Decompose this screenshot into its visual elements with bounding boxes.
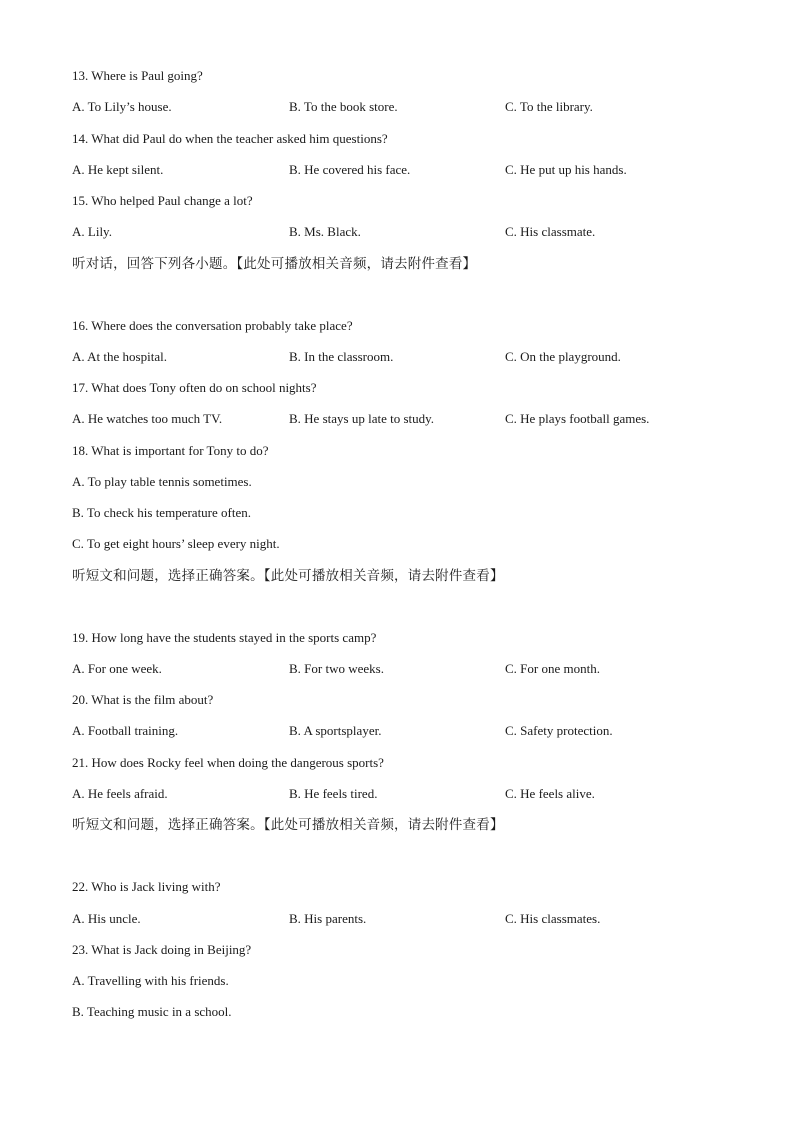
option-b: B. His parents. [289, 911, 367, 926]
option-c: C. He put up his hands. [505, 162, 627, 177]
option-a: A. He feels afraid. [72, 786, 168, 801]
question-17-stem: 17. What does Tony often do on school nights? [72, 380, 317, 395]
question-23-stem: 23. What is Jack doing in Beijing? [72, 942, 252, 957]
option-a: A. Lily. [72, 224, 112, 239]
question-14-options [72, 162, 752, 178]
option-c: C. For one month. [505, 661, 600, 676]
question-13-stem: 13. Where is Paul going? [72, 68, 203, 83]
option-c: C. To the library. [505, 99, 593, 114]
option-a: A. Travelling with his friends. [72, 973, 229, 988]
question-16-stem: 16. Where does the conversation probably take place? [72, 318, 353, 333]
question-15-options [72, 224, 752, 240]
question-22-options [72, 911, 752, 927]
question-22-stem: 22. Who is Jack living with? [72, 879, 221, 894]
option-a: A. To Lily’s house. [72, 99, 172, 114]
question-15-stem: 15. Who helped Paul change a lot? [72, 193, 253, 208]
question-14-stem: 14. What did Paul do when the teacher asked him questions? [72, 131, 388, 146]
option-a: A. Football training. [72, 723, 179, 738]
option-c: C. He plays football games. [505, 411, 650, 426]
question-19-stem: 19. How long have the students stayed in the sports camp? [72, 630, 377, 645]
section-instruction: 听短文和问题，选择正确答案。【此处可播放相关音频，请去附件查看】 [72, 568, 504, 584]
option-c: C. His classmates. [505, 911, 601, 926]
question-21-options [72, 786, 752, 802]
option-a: A. He watches too much TV. [72, 411, 223, 426]
option-b: B. A sportsplayer. [289, 723, 382, 738]
option-b: B. He covered his face. [289, 162, 411, 177]
question-19-options [72, 661, 752, 677]
option-a: A. He kept silent. [72, 162, 164, 177]
option-b: B. For two weeks. [289, 661, 384, 676]
option-a: A. His uncle. [72, 911, 141, 926]
question-16-options [72, 349, 752, 365]
option-c: C. Safety protection. [505, 723, 613, 738]
option-b: B. To the book store. [289, 99, 398, 114]
option-b: B. In the classroom. [289, 349, 394, 364]
option-a: A. At the hospital. [72, 349, 167, 364]
option-b: B. Ms. Black. [289, 224, 361, 239]
section-instruction: 听短文和问题，选择正确答案。【此处可播放相关音频，请去附件查看】 [72, 817, 504, 833]
question-18-stem: 18. What is important for Tony to do? [72, 443, 269, 458]
option-a: A. For one week. [72, 661, 162, 676]
option-c: C. He feels alive. [505, 786, 595, 801]
option-b: B. Teaching music in a school. [72, 1004, 232, 1019]
question-20-options [72, 723, 752, 739]
option-b: B. He stays up late to study. [289, 411, 435, 426]
option-c: C. His classmate. [505, 224, 596, 239]
option-c: C. To get eight hours’ sleep every night. [72, 536, 280, 551]
option-c: C. On the playground. [505, 349, 621, 364]
question-13-options [72, 99, 752, 115]
option-b: B. To check his temperature often. [72, 505, 251, 520]
question-17-options [72, 411, 752, 427]
option-b: B. He feels tired. [289, 786, 378, 801]
question-21-stem: 21. How does Rocky feel when doing the dangerous sports? [72, 755, 384, 770]
question-20-stem: 20. What is the film about? [72, 692, 214, 707]
option-a: A. To play table tennis sometimes. [72, 474, 252, 489]
section-instruction: 听对话，回答下列各小题。【此处可播放相关音频，请去附件查看】 [72, 256, 477, 272]
